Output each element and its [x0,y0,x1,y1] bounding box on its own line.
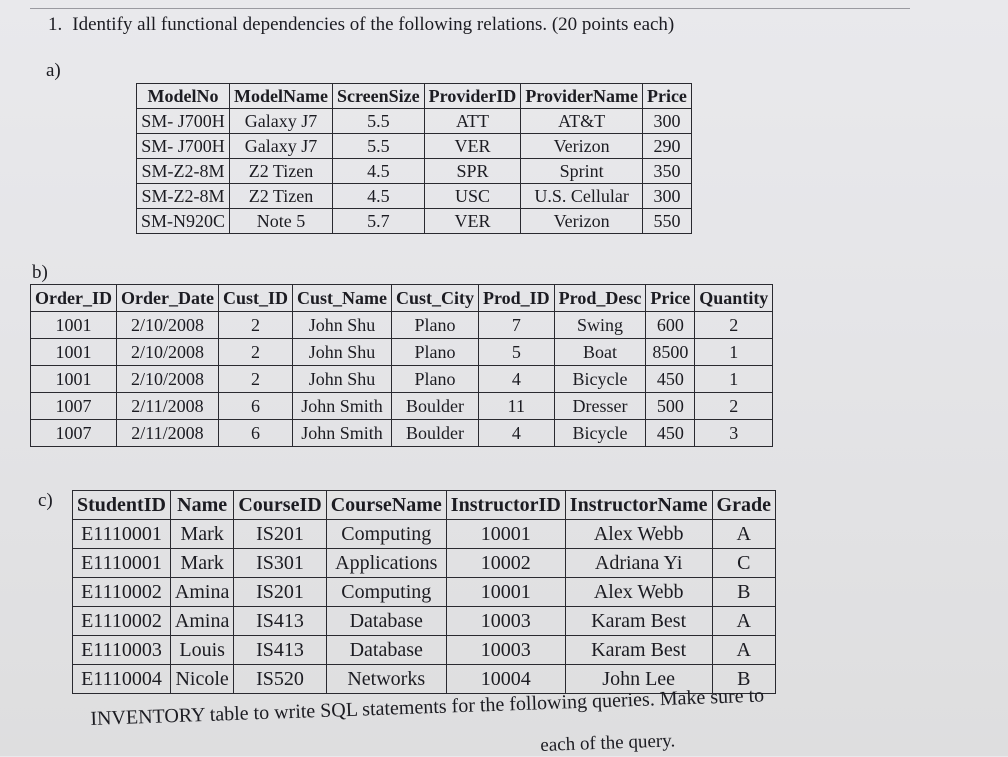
table-cell: 10001 [446,520,565,549]
table-cell: John Shu [292,339,391,366]
column-header: ProviderName [521,84,643,109]
table-cell: IS301 [234,549,326,578]
table-cell: Dresser [554,393,646,420]
table-cell: 6 [218,393,292,420]
table-cell: SM- J700H [137,109,230,134]
table-cell: 2/11/2008 [116,393,218,420]
table-cell: 550 [642,209,691,234]
table-cell: 2 [695,393,773,420]
table-cell: John Smith [292,393,391,420]
table-row [31,366,773,393]
table-cell: 1007 [31,393,117,420]
table-cell: Mark [170,520,233,549]
column-header: Cust_ID [218,285,292,312]
table-cell: Amina [170,578,233,607]
table-cell: Note 5 [230,209,333,234]
relation-table-c [72,490,776,694]
table-cell: 300 [642,109,691,134]
table-cell: Z2 Tizen [230,184,333,209]
table-cell: 1001 [31,366,117,393]
table-cell: B [712,578,775,607]
table-cell: John Smith [292,420,391,447]
table-cell: SM-Z2-8M [137,159,230,184]
table-row [31,393,773,420]
table-row [73,549,776,578]
table-cell: 1007 [31,420,117,447]
table-cell: 350 [642,159,691,184]
question-text: Identify all functional dependencies of the following relations. (20 points each) [72,14,675,35]
column-header: CourseID [234,491,326,520]
top-rule [30,8,910,9]
table-cell: Mark [170,549,233,578]
column-header: Order_Date [116,285,218,312]
table-cell: John Lee [565,665,712,694]
table-cell: E1110002 [73,607,171,636]
table-cell: IS520 [234,665,326,694]
table-cell: John Shu [292,312,391,339]
table-cell: Z2 Tizen [230,159,333,184]
table-cell: 10001 [446,578,565,607]
table-cell: 300 [642,184,691,209]
table-cell: 4.5 [333,184,425,209]
footer-line-1: INVENTORY table to write SQL statements for the following queries. Make sure to [90,684,765,730]
table-cell: 11 [478,393,554,420]
table-cell: 2 [695,312,773,339]
table-cell: Louis [170,636,233,665]
table-cell: B [712,665,775,694]
table-cell: E1110003 [73,636,171,665]
table-cell: 4.5 [333,159,425,184]
column-header: ProviderID [424,84,521,109]
table-cell: 2/11/2008 [116,420,218,447]
table-cell: 450 [646,420,695,447]
table-cell: Bicycle [554,366,646,393]
table-cell: C [712,549,775,578]
table-cell: Computing [326,520,446,549]
column-header: InstructorID [446,491,565,520]
table-cell: Nicole [170,665,233,694]
table-cell: 2 [218,366,292,393]
column-header: Cust_City [391,285,478,312]
table-cell: Boulder [391,420,478,447]
column-header: StudentID [73,491,171,520]
table-cell: Database [326,636,446,665]
table-cell: SM-N920C [137,209,230,234]
part-a-label: a) [46,60,61,81]
table-cell: Database [326,607,446,636]
table-cell: SM-Z2-8M [137,184,230,209]
table-cell: 1 [695,366,773,393]
column-header: InstructorName [565,491,712,520]
column-header: Prod_Desc [554,285,646,312]
table-cell: 10003 [446,607,565,636]
table-cell: Verizon [521,209,643,234]
table-cell: Karam Best [565,607,712,636]
column-header: Quantity [695,285,773,312]
column-header: Prod_ID [478,285,554,312]
table-cell: 5.7 [333,209,425,234]
table-row [73,607,776,636]
table-cell: 1 [695,339,773,366]
table-cell: SM- J700H [137,134,230,159]
table-cell: 1001 [31,339,117,366]
table-cell: ATT [424,109,521,134]
table-cell: 3 [695,420,773,447]
table-cell: John Shu [292,366,391,393]
table-cell: 4 [478,366,554,393]
header-row [31,285,773,312]
table-cell: 1001 [31,312,117,339]
column-header: Order_ID [31,285,117,312]
relation-table-b [30,284,773,447]
column-header: Price [642,84,691,109]
table-cell: Galaxy J7 [230,109,333,134]
footer-line-2: each of the query. [540,730,676,756]
table-cell: Galaxy J7 [230,134,333,159]
table-cell: Adriana Yi [565,549,712,578]
table-cell: E1110001 [73,549,171,578]
table-cell: 2/10/2008 [116,366,218,393]
table-cell: VER [424,209,521,234]
table-cell: IS413 [234,607,326,636]
table-cell: U.S. Cellular [521,184,643,209]
part-b-label: b) [32,262,48,283]
table-cell: AT&T [521,109,643,134]
question-number: 1. [48,14,63,35]
table-cell: 5.5 [333,134,425,159]
question-heading [48,14,674,36]
table-row [73,578,776,607]
table-cell: Swing [554,312,646,339]
table-cell: E1110001 [73,520,171,549]
table-cell: 600 [646,312,695,339]
table-row [73,636,776,665]
table-cell: Karam Best [565,636,712,665]
table-cell: 6 [218,420,292,447]
table-cell: 7 [478,312,554,339]
part-c-label: c) [38,490,53,511]
table-cell: Alex Webb [565,578,712,607]
column-header: Grade [712,491,775,520]
table-row [31,339,773,366]
table-cell: Plano [391,339,478,366]
table-cell: 5 [478,339,554,366]
column-header: Price [646,285,695,312]
table-row [73,520,776,549]
table-cell: 2 [218,312,292,339]
table-cell: 2/10/2008 [116,312,218,339]
column-header: CourseName [326,491,446,520]
table-cell: VER [424,134,521,159]
table-cell: Plano [391,366,478,393]
table-row [31,420,773,447]
table-cell: Verizon [521,134,643,159]
column-header: Name [170,491,233,520]
column-header: Cust_Name [292,285,391,312]
table-cell: SPR [424,159,521,184]
table-cell: A [712,636,775,665]
table-cell: Networks [326,665,446,694]
table-cell: 500 [646,393,695,420]
table-cell: Boulder [391,393,478,420]
table-cell: A [712,607,775,636]
table-cell: 290 [642,134,691,159]
header-row [73,491,776,520]
table-cell: USC [424,184,521,209]
table-row [137,184,692,209]
column-header: ScreenSize [333,84,425,109]
table-cell: 5.5 [333,109,425,134]
table-cell: IS201 [234,578,326,607]
table-cell: Amina [170,607,233,636]
table-cell: 10004 [446,665,565,694]
table-cell: IS201 [234,520,326,549]
table-cell: E1110002 [73,578,171,607]
relation-table-a [136,83,692,234]
table-row [137,159,692,184]
table-cell: 10002 [446,549,565,578]
table-cell: A [712,520,775,549]
table-cell: E1110004 [73,665,171,694]
table-cell: 10003 [446,636,565,665]
table-cell: 8500 [646,339,695,366]
table-cell: Applications [326,549,446,578]
table-cell: Plano [391,312,478,339]
table-row [137,134,692,159]
table-cell: IS413 [234,636,326,665]
table-cell: 2 [218,339,292,366]
header-row [137,84,692,109]
table-cell: 450 [646,366,695,393]
table-cell: Bicycle [554,420,646,447]
table-cell: 4 [478,420,554,447]
column-header: ModelNo [137,84,230,109]
table-cell: Computing [326,578,446,607]
table-cell: Sprint [521,159,643,184]
table-cell: Alex Webb [565,520,712,549]
table-row [137,109,692,134]
table-row [137,209,692,234]
table-cell: 2/10/2008 [116,339,218,366]
table-cell: Boat [554,339,646,366]
table-row [31,312,773,339]
column-header: ModelName [230,84,333,109]
